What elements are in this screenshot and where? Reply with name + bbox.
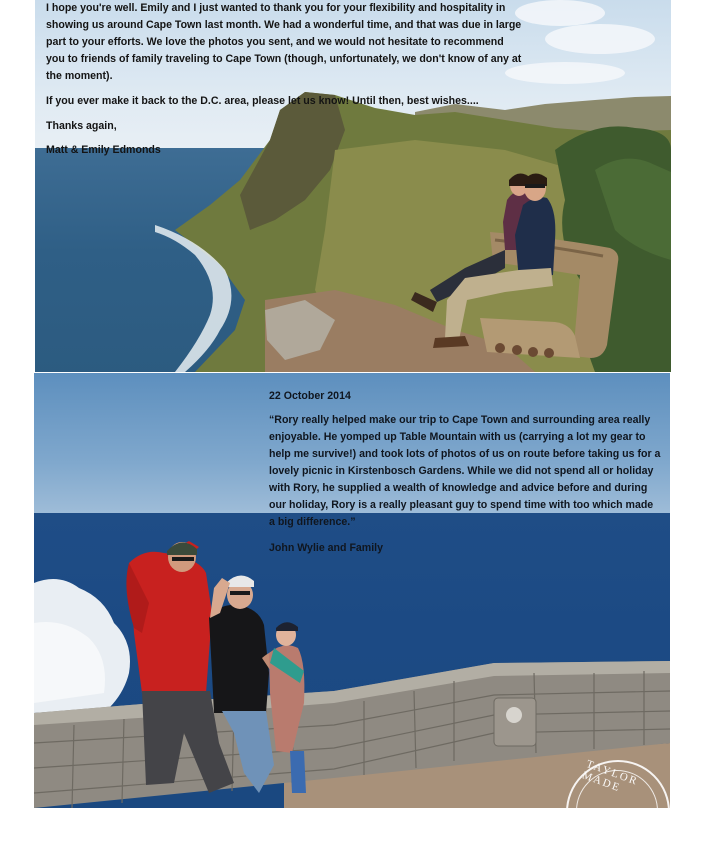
top-letter-thanks: Thanks again, (46, 120, 117, 132)
watermark-text: TAYLOR MADE (580, 758, 641, 795)
top-letter-signature: Matt & Emily Edmonds (46, 144, 161, 156)
testimonial-signature: John Wylie and Family (269, 542, 384, 554)
testimonial-body: “Rory really helped make our trip to Cape Town and surrounding area really enjoyable. He yomped up Table Mountain with us (carrying a lot my gear to help me survive!) and took lots of photos of us on route before taking us for a lovely picnic in Kirstenbosch Gardens. While we did not spend all or holiday with Rory, he supplied a wealth of knowledge and advice before and during our holiday, Rory is a really pleasant guy to spend time with too which made a big difference.” (269, 414, 661, 528)
top-letter-body: I hope you're well. Emily and I just wanted to thank you for your flexibility and hospitality in showing us around Cape Town last month. We had a wonderful time, and that was due in large part to your efforts. We love the photos you sent, and we would not hesitate to recommend you to friends of family traveling to Cape Town (though, unfortunately, we don't know of any at the moment). (46, 2, 522, 82)
testimonial-date: 22 October 2014 (269, 390, 351, 402)
top-letter-closing-line: If you ever make it back to the D.C. area, please let us know! Until then, best wishes.... (46, 95, 479, 107)
watermark-stamp (566, 760, 670, 864)
